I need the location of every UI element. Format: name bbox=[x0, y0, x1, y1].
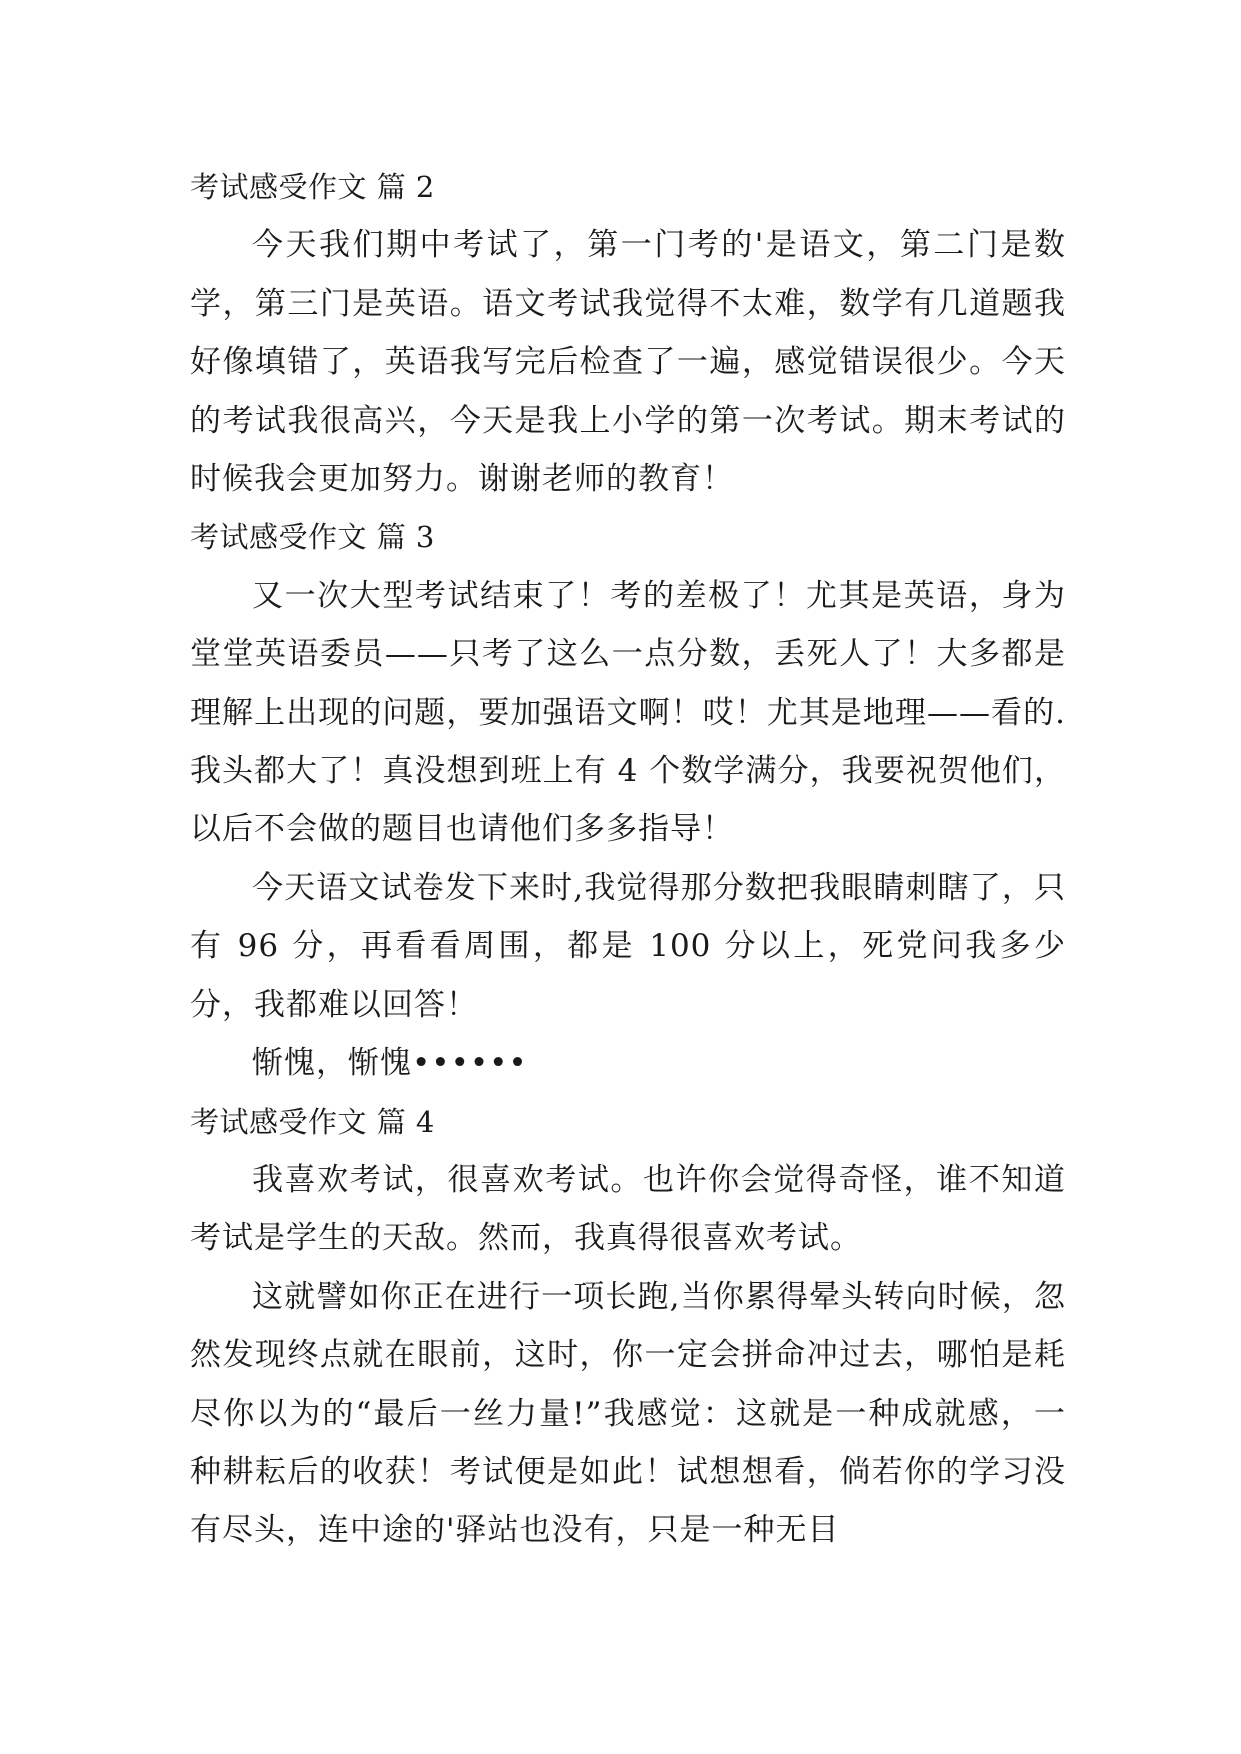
section-heading: 考试感受作文 篇 2 bbox=[190, 170, 435, 204]
paragraph: 又一次大型考试结束了！考的差极了！尤其是英语，身为堂堂英语委员——只考了这么一点分数，丢死人了！大多都是理解上出现的问题，要加强语文啊！哎！尤其是地理——看的.我头都大了！真没想到班上有 4 个数学满分，我要祝贺他们，以后不会做的题目也请他们多多指导！ bbox=[190, 577, 1066, 848]
paragraph: 今天语文试卷发下来时,我觉得那分数把我眼睛刺瞎了，只有 96 分，再看看周围，都是 100 分以上，死党问我多少分，我都难以回答！ bbox=[190, 869, 1066, 1023]
paragraph: 这就譬如你正在进行一项长跑,当你累得晕头转向时候，忽然发现终点就在眼前，这时，你一定会拼命冲过去，哪怕是耗尽你以为的“最后一丝力量!”我感觉：这就是一种成就感，一种耕耘后的收获！考试便是如此！试想想看，倘若你的学习没有尽头，连中途的'驿站也没有，只是一种无目 bbox=[190, 1278, 1066, 1549]
paragraph: 今天我们期中考试了，第一门考的'是语文，第二门是数学，第三门是英语。语文考试我觉得不太难，数学有几道题我好像填错了，英语我写完后检查了一遍，感觉错误很少。今天的考试我很高兴，今天是我上小学的第一次考试。期末考试的时候我会更加努力。谢谢老师的教育！ bbox=[190, 227, 1066, 498]
paragraph: 我喜欢考试，很喜欢考试。也许你会觉得奇怪，谁不知道考试是学生的天敌。然而，我真得很喜欢考试。 bbox=[190, 1161, 1066, 1257]
article-body bbox=[190, 158, 1066, 1560]
section-heading: 考试感受作文 篇 3 bbox=[190, 520, 435, 555]
paragraph: 惭愧，惭愧•••••• bbox=[252, 1045, 528, 1082]
section-heading: 考试感受作文 篇 4 bbox=[190, 1104, 435, 1139]
